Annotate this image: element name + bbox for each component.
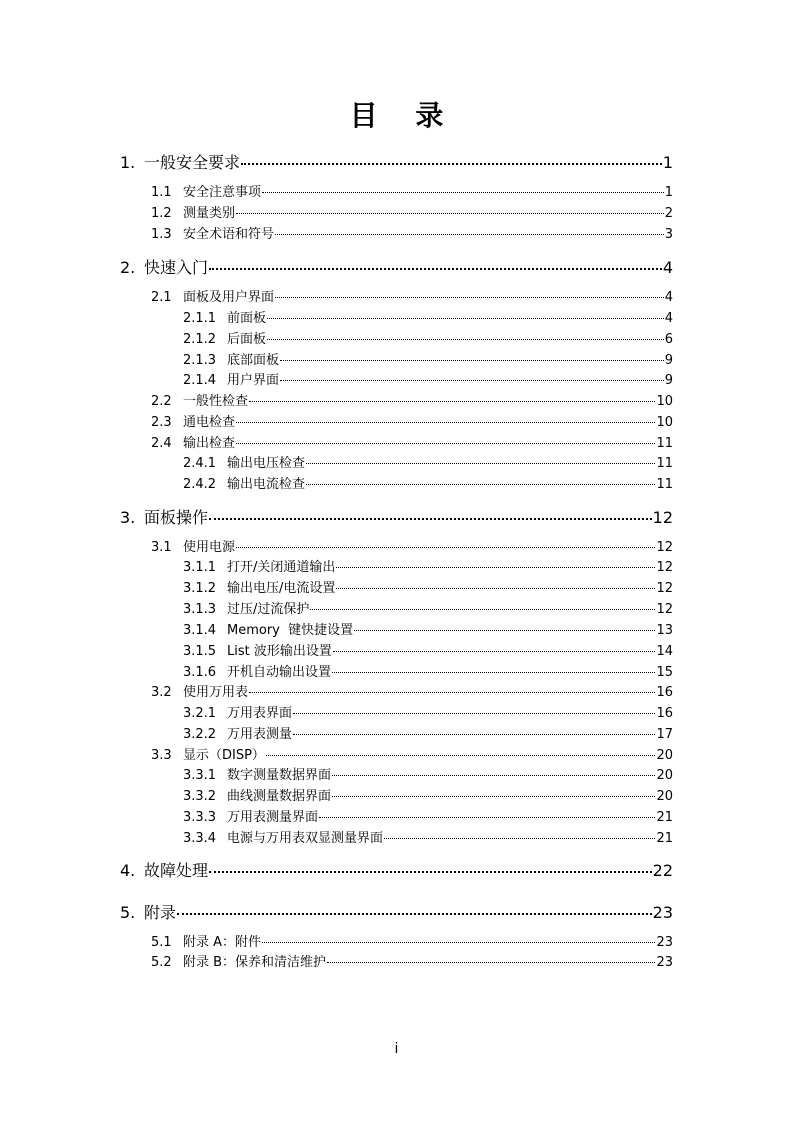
dot-leader	[354, 630, 655, 631]
toc-entry-page: 23	[656, 935, 673, 950]
toc-entry-label: 万用表界面	[227, 706, 293, 721]
dot-leader	[336, 588, 655, 589]
toc-entry[interactable]	[183, 556, 673, 575]
toc-entry-label: 输出电流检查	[227, 477, 306, 492]
dot-leader	[332, 796, 655, 797]
toc-entry-number: 5.1	[151, 935, 172, 950]
toc-entry-label: List 波形输出设置	[227, 644, 332, 659]
toc-entry[interactable]	[151, 411, 673, 430]
toc-entry-label: 安全术语和符号	[183, 227, 275, 242]
toc-entry[interactable]	[183, 702, 673, 721]
toc-entry-page: 4	[664, 290, 673, 305]
dot-leader	[275, 234, 664, 235]
toc-entry[interactable]	[120, 505, 673, 525]
toc-entry-label: 电源与万用表双显测量界面	[227, 831, 384, 846]
toc-entry-number: 2.1.3	[183, 353, 217, 368]
dot-leader	[241, 163, 662, 165]
toc-entry-number: 3.1.6	[183, 665, 217, 680]
toc-entry-number: 3.1.5	[183, 644, 217, 659]
toc-entry-label: 曲线测量数据界面	[227, 789, 332, 804]
toc-entry-number: 3.2	[151, 685, 172, 700]
toc-entry[interactable]	[183, 661, 673, 680]
toc-entry-label: 使用电源	[183, 540, 236, 555]
toc-entry-number: 4.	[120, 861, 136, 880]
toc-entry-page: 1	[662, 153, 673, 172]
toc-entry-label: 安全注意事项	[183, 185, 262, 200]
toc-entry[interactable]	[183, 764, 673, 783]
toc-entry-number: 2.4.2	[183, 477, 217, 492]
toc-entry-page: 20	[656, 748, 673, 763]
toc-entry[interactable]	[183, 349, 673, 368]
toc-entry-label: 打开/关闭通道输出	[227, 560, 336, 575]
dot-leader	[267, 318, 664, 319]
toc-entry-number: 3.3.4	[183, 831, 217, 846]
toc-entry-number: 3.2.2	[183, 727, 217, 742]
dot-leader	[332, 775, 655, 776]
toc-entry[interactable]	[151, 536, 673, 555]
dot-leader	[293, 713, 655, 714]
toc-entry-label: 开机自动输出设置	[227, 665, 332, 680]
toc-entry-page: 21	[656, 831, 673, 846]
toc-entry[interactable]	[151, 931, 673, 950]
toc-entry-label: 一般安全要求	[144, 153, 241, 172]
toc-entry-number: 1.1	[151, 185, 172, 200]
toc-entry-number: 3.3.3	[183, 810, 217, 825]
toc-entry[interactable]	[151, 681, 673, 700]
page-title: 目 录	[349, 99, 458, 132]
toc-entry-label: 输出电压检查	[227, 456, 306, 471]
toc-entry-label: Memory 键快捷设置	[227, 623, 354, 638]
toc-entry-page: 20	[656, 789, 673, 804]
dot-leader	[262, 942, 655, 943]
dot-leader	[275, 297, 664, 298]
dot-leader	[236, 422, 655, 423]
toc-entry-label: 通电检查	[183, 415, 236, 430]
toc-entry-label: 输出电压/电流设置	[227, 581, 336, 596]
toc-entry-number: 3.1.4	[183, 623, 217, 638]
dot-leader	[293, 734, 655, 735]
toc-entry[interactable]	[183, 598, 673, 617]
toc-entry-number: 3.1	[151, 540, 172, 555]
toc-entry-number: 1.	[120, 153, 136, 172]
toc-entry-number: 1.2	[151, 206, 172, 221]
toc-entry-number: 2.4.1	[183, 456, 217, 471]
toc-entry-label: 万用表测量	[227, 727, 293, 742]
dot-leader	[306, 463, 655, 464]
toc-entry-label: 快速入门	[144, 258, 209, 277]
toc-entry-page: 15	[656, 665, 673, 680]
toc-entry-label: 过压/过流保护	[227, 602, 310, 617]
toc-entry-number: 1.3	[151, 227, 172, 242]
toc-entry-page: 12	[656, 540, 673, 555]
toc-entry-page: 10	[656, 415, 673, 430]
toc-entry[interactable]	[183, 640, 673, 659]
dot-leader	[236, 547, 655, 548]
toc-entry-label: 前面板	[227, 311, 267, 326]
toc-entry-page: 12	[656, 602, 673, 617]
dot-leader	[262, 192, 664, 193]
toc-entry-number: 2.1.1	[183, 311, 217, 326]
toc-entry[interactable]	[151, 202, 673, 221]
toc-entry-page: 23	[656, 955, 673, 970]
toc-entry-page: 14	[656, 644, 673, 659]
toc-entry-label: 后面板	[227, 332, 267, 347]
toc-entry-number: 5.	[120, 903, 136, 922]
toc-entry-page: 11	[656, 436, 673, 451]
dot-leader	[384, 838, 655, 839]
toc-entry[interactable]	[151, 223, 673, 242]
toc-entry-number: 3.3	[151, 748, 172, 763]
page-number: i	[394, 1041, 399, 1057]
toc-entry-label: 万用表测量界面	[227, 810, 319, 825]
toc-entry-number: 5.2	[151, 955, 172, 970]
toc-entry-label: 显示（DISP）	[183, 748, 265, 763]
toc-entry-page: 22	[652, 861, 673, 880]
dot-leader	[209, 268, 662, 270]
toc-entry[interactable]	[151, 286, 673, 305]
toc-entry-number: 2.3	[151, 415, 172, 430]
toc-entry-label: 故障处理	[144, 861, 209, 880]
toc-entry[interactable]	[183, 806, 673, 825]
toc-entry-number: 2.1.2	[183, 332, 217, 347]
toc-entry[interactable]	[151, 951, 673, 970]
toc-entry[interactable]	[183, 452, 673, 471]
toc-entry[interactable]	[183, 785, 673, 804]
toc-entry[interactable]	[183, 369, 673, 388]
toc-entry-number: 2.2	[151, 394, 172, 409]
toc-entry-label: 一般性检查	[183, 394, 249, 409]
dot-leader	[319, 817, 655, 818]
toc-entry-page: 2	[664, 206, 673, 221]
toc-entry[interactable]	[151, 744, 673, 763]
toc-entry-page: 12	[652, 508, 673, 527]
dot-leader	[327, 962, 655, 963]
toc-entry[interactable]	[183, 577, 673, 596]
toc-entry[interactable]	[120, 150, 673, 170]
dot-leader	[280, 360, 664, 361]
toc-entry-page: 4	[662, 258, 673, 277]
toc-entry-page: 16	[656, 685, 673, 700]
toc-entry[interactable]	[120, 858, 673, 878]
dot-leader	[266, 755, 656, 756]
dot-leader	[177, 913, 652, 915]
dot-leader	[310, 609, 655, 610]
toc-entry-page: 21	[656, 810, 673, 825]
dot-leader	[249, 401, 655, 402]
toc-entry[interactable]	[183, 827, 673, 846]
toc-entry-number: 3.1.2	[183, 581, 217, 596]
toc-entry[interactable]	[120, 255, 673, 275]
toc-entry-number: 3.	[120, 508, 136, 527]
toc-entry-label: 面板及用户界面	[183, 290, 275, 305]
toc-entry-number: 3.3.2	[183, 789, 217, 804]
dot-leader	[209, 871, 652, 873]
dot-leader	[280, 380, 664, 381]
dot-leader	[236, 213, 664, 214]
toc-entry-page: 13	[656, 623, 673, 638]
toc-entry-label: 底部面板	[227, 353, 280, 368]
dot-leader	[333, 651, 656, 652]
toc-entry-label: 面板操作	[144, 508, 209, 527]
toc-entry[interactable]	[183, 473, 673, 492]
toc-entry-page: 9	[664, 353, 673, 368]
dot-leader	[209, 518, 652, 520]
toc-entry-label: 使用万用表	[183, 685, 249, 700]
dot-leader	[236, 443, 655, 444]
toc-entry[interactable]	[151, 432, 673, 451]
toc-entry[interactable]	[120, 900, 673, 920]
toc-entry-label: 测量类别	[183, 206, 236, 221]
toc-entry-page: 4	[664, 311, 673, 326]
toc-entry-page: 1	[664, 185, 673, 200]
toc-entry-label: 数字测量数据界面	[227, 768, 332, 783]
toc-entry-number: 2.1.4	[183, 373, 217, 388]
toc-entry[interactable]	[183, 307, 673, 326]
toc-entry-number: 2.1	[151, 290, 172, 305]
dot-leader	[332, 672, 655, 673]
dot-leader	[336, 567, 655, 568]
toc-entry[interactable]	[183, 723, 673, 742]
toc-entry-page: 6	[664, 332, 673, 347]
toc-entry-number: 3.3.1	[183, 768, 217, 783]
toc-entry[interactable]	[183, 619, 673, 638]
toc-entry-page: 23	[652, 903, 673, 922]
toc-entry-number: 3.1.1	[183, 560, 217, 575]
toc-entry-number: 3.2.1	[183, 706, 217, 721]
toc-entry-page: 10	[656, 394, 673, 409]
toc-entry-label: 附录	[144, 903, 177, 922]
toc-entry-page: 12	[656, 560, 673, 575]
toc-entry-label: 用户界面	[227, 373, 280, 388]
toc-entry-page: 17	[656, 727, 673, 742]
toc-entry[interactable]	[151, 181, 673, 200]
dot-leader	[249, 692, 655, 693]
toc-entry[interactable]	[151, 390, 673, 409]
toc-entry-page: 16	[656, 706, 673, 721]
toc-entry[interactable]	[183, 328, 673, 347]
toc-entry-page: 3	[664, 227, 673, 242]
dot-leader	[267, 339, 664, 340]
toc-entry-page: 9	[664, 373, 673, 388]
dot-leader	[306, 484, 655, 485]
toc-entry-label: 输出检查	[183, 436, 236, 451]
toc-entry-label: 附录 B：保养和清洁维护	[183, 955, 327, 970]
toc-entry-label: 附录 A：附件	[183, 935, 262, 950]
toc-entry-number: 2.	[120, 258, 136, 277]
toc-entry-number: 3.1.3	[183, 602, 217, 617]
toc-entry-page: 20	[656, 768, 673, 783]
toc-entry-page: 11	[656, 456, 673, 471]
toc-entry-page: 11	[656, 477, 673, 492]
toc-entry-number: 2.4	[151, 436, 172, 451]
toc-entry-page: 12	[656, 581, 673, 596]
